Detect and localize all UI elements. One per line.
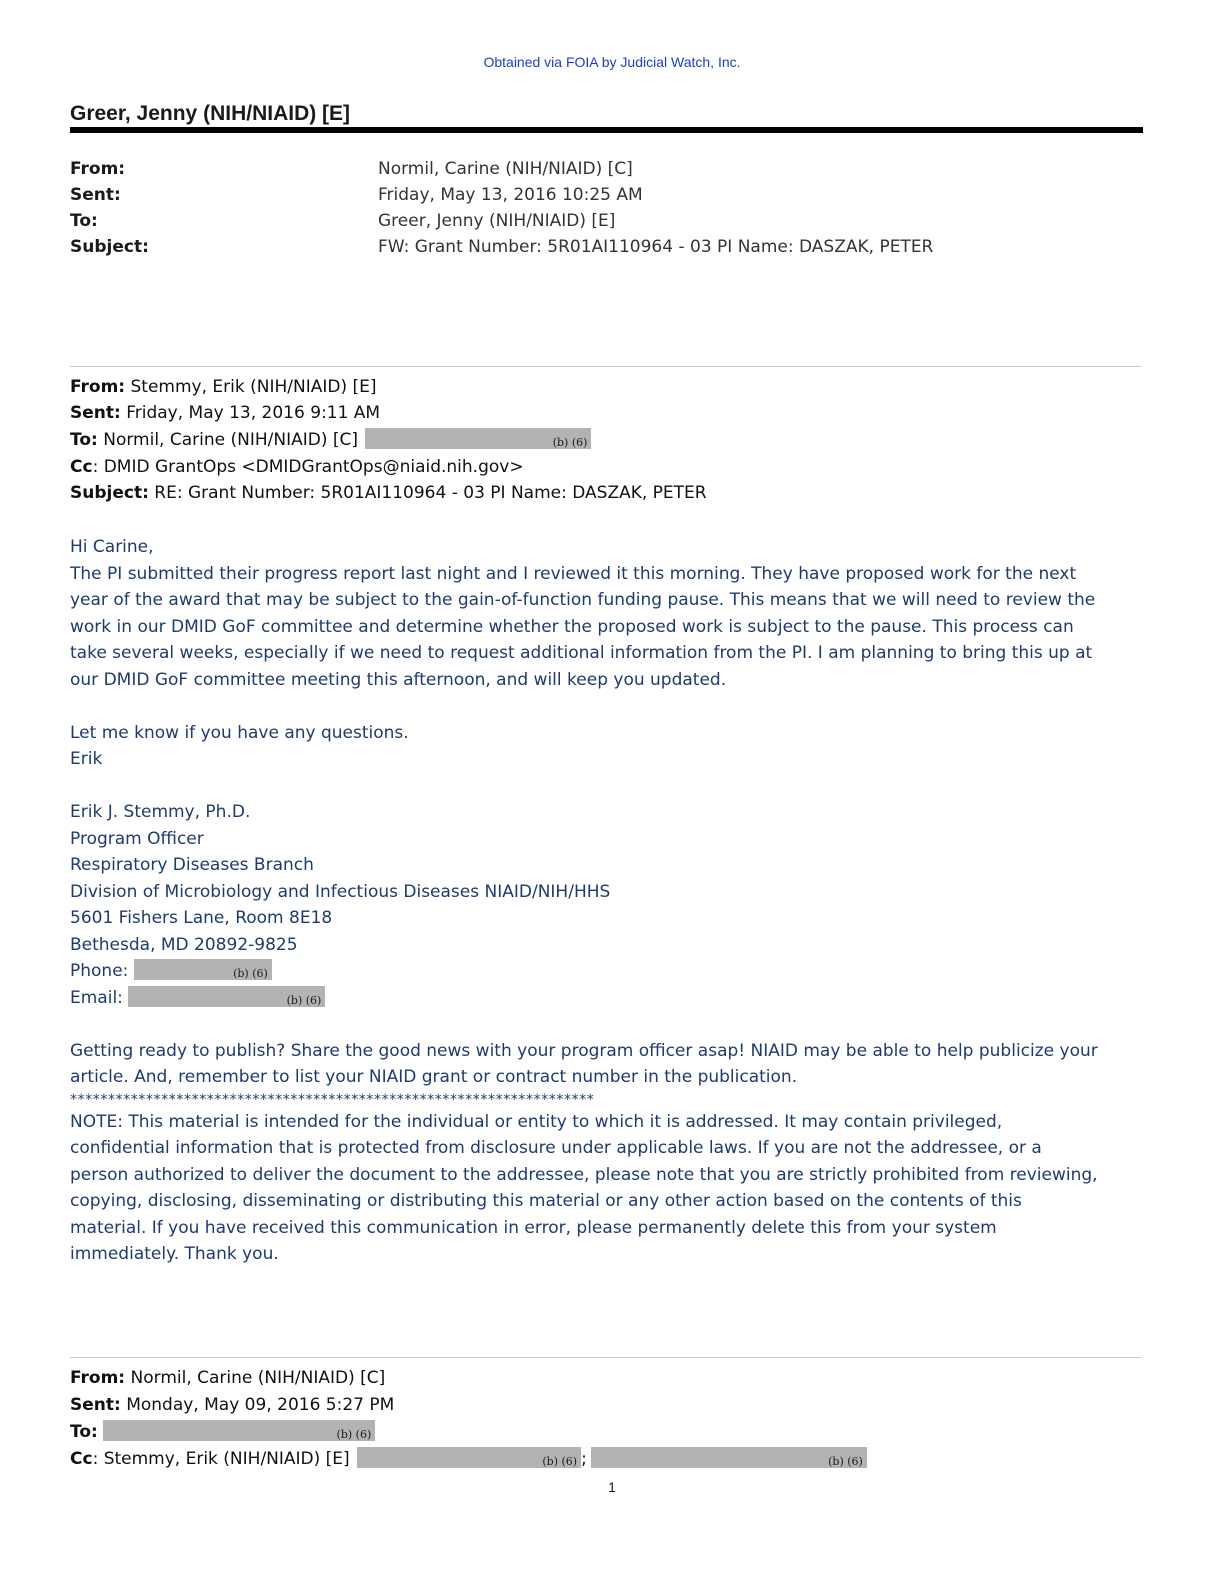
redaction-box [128,986,325,1007]
signature-title: Program Officer [70,828,204,849]
note-line: NOTE: This material is intended for the individual or entity to which it is addressed. It may contain privileged, [70,1111,1003,1132]
body-line: take several weeks, especially if we need to request additional information from the PI. I am planning to bring this up at [70,643,1093,663]
body-line: year of the award that may be subject to the gain-of-function funding pause. This means that we will need to review the [70,590,1096,610]
redaction-box [103,1420,375,1441]
page-number: 1 [608,1479,616,1495]
message-separator [70,366,1141,367]
to-value: Greer, Jenny (NIH/NIAID) [E] [378,211,616,231]
msg1-subject-label: Subject: [70,483,149,503]
closing: Let me know if you have any questions. [70,722,409,743]
from-label: From: [70,159,126,179]
title-rule [70,127,1143,133]
msg2-sent-line [70,1392,394,1418]
msg2-from-label: From: [70,1368,126,1388]
subject-label: Subject: [70,237,149,257]
msg1-sent-value: Friday, May 13, 2016 9:11 AM [120,403,381,423]
msg1-from-label: From: [70,377,126,397]
msg1-to-value: Normil, Carine (NIH/NIAID) [C] [97,430,358,450]
msg2-cc-label: Cc [70,1449,93,1469]
foia-watermark: Obtained via FOIA by Judicial Watch, Inc. [483,54,741,70]
msg2-to-line [70,1419,375,1445]
msg1-from-line [70,374,377,400]
signature-city: Bethesda, MD 20892-9825 [70,934,298,955]
body-line: The PI submitted their progress report last night and I reviewed it this morning. They have proposed work for the next [70,563,1077,584]
msg2-from-value: Normil, Carine (NIH/NIAID) [C] [125,1368,386,1388]
email-label: Email: [70,987,123,1008]
msg1-from-value: Stemmy, Erik (NIH/NIAID) [E] [125,377,377,397]
to-label: To: [70,211,98,231]
msg2-cc-value: : Stemmy, Erik (NIH/NIAID) [E] [92,1449,350,1469]
signoff: Erik [70,749,103,769]
msg1-subject-line [70,480,707,506]
note-line: material. If you have received this communication in error, please permanently delete this from your system [70,1217,997,1238]
msg1-to-label: To: [70,430,98,450]
signature-branch: Respiratory Diseases Branch [70,855,314,875]
subject-value: FW: Grant Number: 5R01AI110964 - 03 PI Name: DASZAK, PETER [378,237,934,257]
cc-separator: ; [581,1449,587,1469]
body-line: work in our DMID GoF committee and determine whether the proposed work is subject to the pause. This process can [70,616,1074,637]
signature-email [70,985,1150,1012]
msg1-cc-label: Cc [70,457,93,477]
from-value: Normil, Carine (NIH/NIAID) [C] [378,159,633,179]
msg1-cc-line [70,454,524,480]
signature-name: Erik J. Stemmy, Ph.D. [70,802,251,822]
redaction-code: (b) (6) [336,1428,372,1441]
msg2-from-line [70,1365,385,1391]
message-separator [70,1357,1141,1358]
msg1-cc-value: : DMID GrantOps <DMIDGrantOps@niaid.nih.gov> [92,457,524,477]
publish-line: article. And, remember to list your NIAID grant or contract number in the publication. [70,1067,798,1087]
msg1-subject-value: RE: Grant Number: 5R01AI110964 - 03 PI Name: DASZAK, PETER [148,483,707,503]
msg1-sent-line [70,400,380,426]
redaction-box [591,1447,867,1468]
redaction-code: (b) (6) [552,436,588,449]
note-line: person authorized to deliver the document to the addressee, please note that you are strictly prohibited from reviewing, [70,1164,1098,1185]
greeting: Hi Carine, [70,537,154,557]
redaction-box [365,428,591,449]
msg2-sent-label: Sent: [70,1395,121,1415]
note-line: copying, disclosing, disseminating or distributing this material or any other action based on the contents of this [70,1191,1022,1211]
publish-line: Getting ready to publish? Share the good news with your program officer asap! NIAID may be able to help publicize your [70,1040,1098,1061]
body-line: our DMID GoF committee meeting this afternoon, and will keep you updated. [70,669,727,690]
note-line: confidential information that is protected from disclosure under applicable laws. If you are not the addressee, or a [70,1138,1042,1158]
phone-label: Phone: [70,961,129,981]
document-title: Greer, Jenny (NIH/NIAID) [E] [70,102,351,125]
redaction-code: (b) (6) [233,967,268,980]
msg1-to-line [70,427,591,453]
msg2-sent-value: Monday, May 09, 2016 5:27 PM [120,1395,395,1415]
signature-address: 5601 Fishers Lane, Room 8E18 [70,908,333,928]
redaction-code: (b) (6) [828,1455,863,1468]
signature-division: Division of Microbiology and Infectious Diseases NIAID/NIH/HHS [70,881,611,902]
redaction-code: (b) (6) [542,1455,578,1468]
sent-value: Friday, May 13, 2016 10:25 AM [378,185,643,205]
redaction-code: (b) (6) [286,993,322,1007]
note-line: immediately. Thank you. [70,1244,279,1264]
msg1-sent-label: Sent: [70,403,121,423]
star-divider: ********************************************************************* [70,1091,595,1108]
msg1-body [70,534,1150,1268]
signature-phone [70,958,1150,985]
sent-label: Sent: [70,185,121,205]
redaction-box [357,1447,581,1468]
msg2-cc-line [70,1446,867,1472]
redaction-box [134,959,272,980]
msg2-to-label: To: [70,1422,98,1442]
